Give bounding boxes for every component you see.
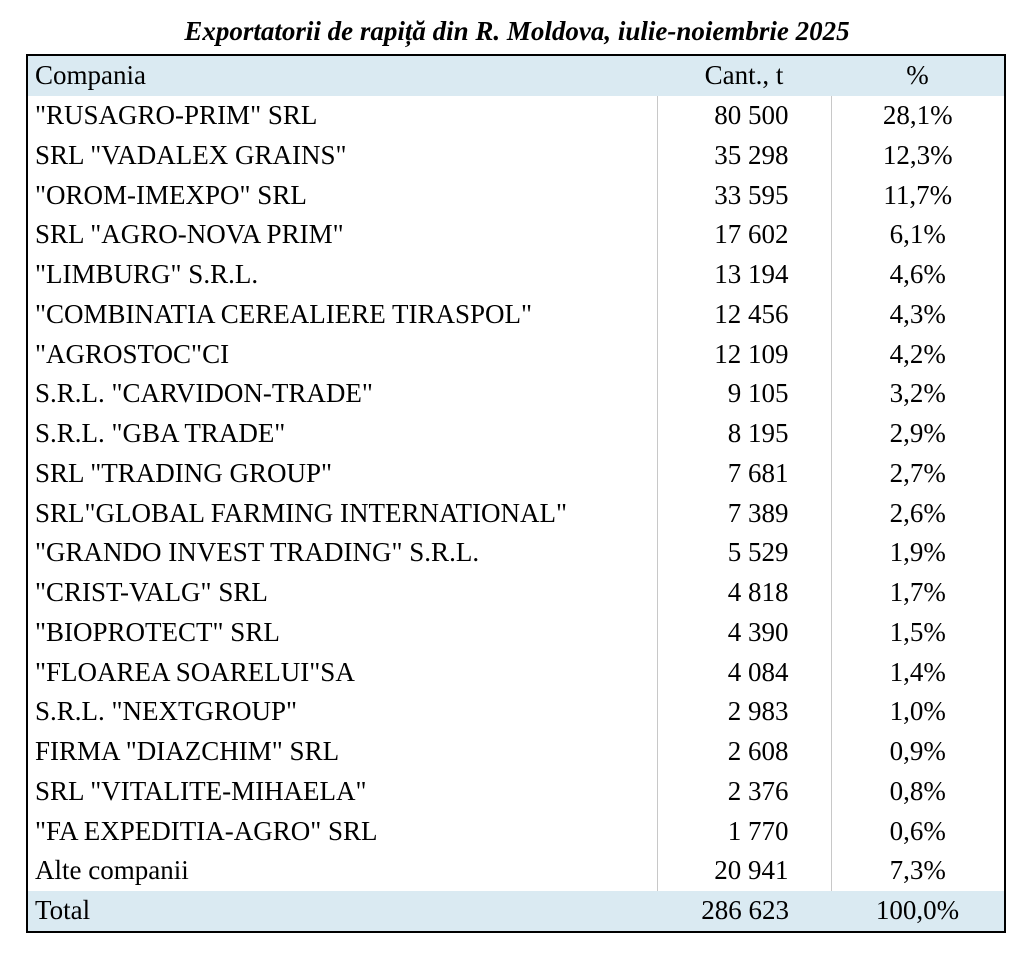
table-row bbox=[27, 414, 1005, 454]
percent-cell: 1,4% bbox=[831, 652, 1005, 692]
company-cell: SRL "AGRO-NOVA PRIM" bbox=[35, 219, 344, 250]
table-row bbox=[27, 811, 1005, 851]
percent-cell: 0,9% bbox=[831, 732, 1005, 772]
table-row bbox=[27, 851, 1005, 891]
company-cell: "AGROSTOC"CI bbox=[35, 338, 230, 369]
percent-cell: 1,0% bbox=[831, 692, 1005, 732]
table-row bbox=[27, 533, 1005, 573]
company-cell: "CRIST-VALG" SRL bbox=[35, 577, 268, 608]
table-row bbox=[27, 454, 1005, 494]
percent-cell: 11,7% bbox=[831, 175, 1005, 215]
percent-cell: 7,3% bbox=[831, 851, 1005, 891]
percent-cell: 1,9% bbox=[831, 533, 1005, 573]
company-cell: SRL "TRADING GROUP" bbox=[35, 457, 333, 488]
header-row bbox=[27, 55, 1005, 96]
quantity-cell: 2 983 bbox=[657, 692, 831, 732]
company-cell: "BIOPROTECT" SRL bbox=[35, 616, 280, 647]
quantity-cell: 8 195 bbox=[657, 414, 831, 454]
table-row bbox=[27, 573, 1005, 613]
exporters-table bbox=[26, 54, 1006, 933]
quantity-cell: 7 389 bbox=[657, 493, 831, 533]
header-company: Compania bbox=[35, 60, 146, 91]
quantity-cell: 33 595 bbox=[657, 175, 831, 215]
quantity-cell: 2 376 bbox=[657, 772, 831, 812]
quantity-cell: 2 608 bbox=[657, 732, 831, 772]
quantity-cell: 1 770 bbox=[657, 811, 831, 851]
percent-cell: 2,7% bbox=[831, 454, 1005, 494]
percent-cell: 4,2% bbox=[831, 334, 1005, 374]
table-row bbox=[27, 493, 1005, 533]
percent-cell: 2,9% bbox=[831, 414, 1005, 454]
company-cell: "FA EXPEDITIA-AGRO" SRL bbox=[35, 815, 378, 846]
table-row bbox=[27, 96, 1005, 136]
company-cell: SRL "VITALITE-MIHAELA" bbox=[35, 775, 367, 806]
quantity-cell: 13 194 bbox=[657, 255, 831, 295]
table-title: Exportatorii de rapiță din R. Moldova, iulie-noiembrie 2025 bbox=[184, 16, 850, 46]
table-row bbox=[27, 175, 1005, 215]
quantity-cell: 4 084 bbox=[657, 652, 831, 692]
quantity-cell: 35 298 bbox=[657, 136, 831, 176]
company-cell: "OROM-IMEXPO" SRL bbox=[35, 179, 307, 210]
company-cell: Alte companii bbox=[35, 855, 189, 886]
company-cell: "FLOAREA SOARELUI"SA bbox=[35, 656, 355, 687]
total-percent: 100,0% bbox=[875, 895, 960, 926]
percent-cell: 3,2% bbox=[831, 374, 1005, 414]
company-cell: S.R.L. "GBA TRADE" bbox=[35, 418, 286, 449]
table-row bbox=[27, 334, 1005, 374]
table-row bbox=[27, 692, 1005, 732]
percent-cell: 4,6% bbox=[831, 255, 1005, 295]
company-cell: S.R.L. "CARVIDON-TRADE" bbox=[35, 378, 373, 409]
quantity-cell: 20 941 bbox=[657, 851, 831, 891]
table-row bbox=[27, 772, 1005, 812]
table-row bbox=[27, 255, 1005, 295]
table-row bbox=[27, 613, 1005, 653]
percent-cell: 12,3% bbox=[831, 136, 1005, 176]
quantity-cell: 17 602 bbox=[657, 215, 831, 255]
percent-cell: 0,8% bbox=[831, 772, 1005, 812]
total-quantity: 286 623 bbox=[701, 895, 789, 926]
quantity-cell: 12 109 bbox=[657, 334, 831, 374]
table-body bbox=[27, 96, 1005, 891]
company-cell: SRL"GLOBAL FARMING INTERNATIONAL" bbox=[35, 497, 568, 528]
quantity-cell: 4 818 bbox=[657, 573, 831, 613]
percent-cell: 1,5% bbox=[831, 613, 1005, 653]
percent-cell: 6,1% bbox=[831, 215, 1005, 255]
quantity-cell: 12 456 bbox=[657, 295, 831, 335]
percent-cell: 2,6% bbox=[831, 493, 1005, 533]
company-cell: SRL "VADALEX GRAINS" bbox=[35, 139, 347, 170]
table-row bbox=[27, 652, 1005, 692]
percent-cell: 0,6% bbox=[831, 811, 1005, 851]
company-cell: S.R.L. "NEXTGROUP" bbox=[35, 696, 298, 727]
table-row bbox=[27, 295, 1005, 335]
quantity-cell: 9 105 bbox=[657, 374, 831, 414]
company-cell: "RUSAGRO-PRIM" SRL bbox=[35, 100, 318, 131]
header-quantity: Cant., t bbox=[704, 60, 784, 91]
total-label: Total bbox=[35, 895, 91, 926]
quantity-cell: 4 390 bbox=[657, 613, 831, 653]
table-row bbox=[27, 374, 1005, 414]
table-row bbox=[27, 136, 1005, 176]
company-cell: "GRANDO INVEST TRADING" S.R.L. bbox=[35, 537, 480, 568]
quantity-cell: 7 681 bbox=[657, 454, 831, 494]
company-cell: "LIMBURG" S.R.L. bbox=[35, 259, 259, 290]
percent-cell: 1,7% bbox=[831, 573, 1005, 613]
company-cell: "COMBINATIA CEREALIERE TIRASPOL" bbox=[35, 298, 533, 329]
table-row bbox=[27, 215, 1005, 255]
header-percent: % bbox=[906, 60, 929, 91]
quantity-cell: 5 529 bbox=[657, 533, 831, 573]
company-cell: FIRMA "DIAZCHIM" SRL bbox=[35, 736, 340, 767]
percent-cell: 4,3% bbox=[831, 295, 1005, 335]
percent-cell: 28,1% bbox=[831, 96, 1005, 136]
quantity-cell: 80 500 bbox=[657, 96, 831, 136]
total-row bbox=[27, 891, 1005, 932]
table-row bbox=[27, 732, 1005, 772]
